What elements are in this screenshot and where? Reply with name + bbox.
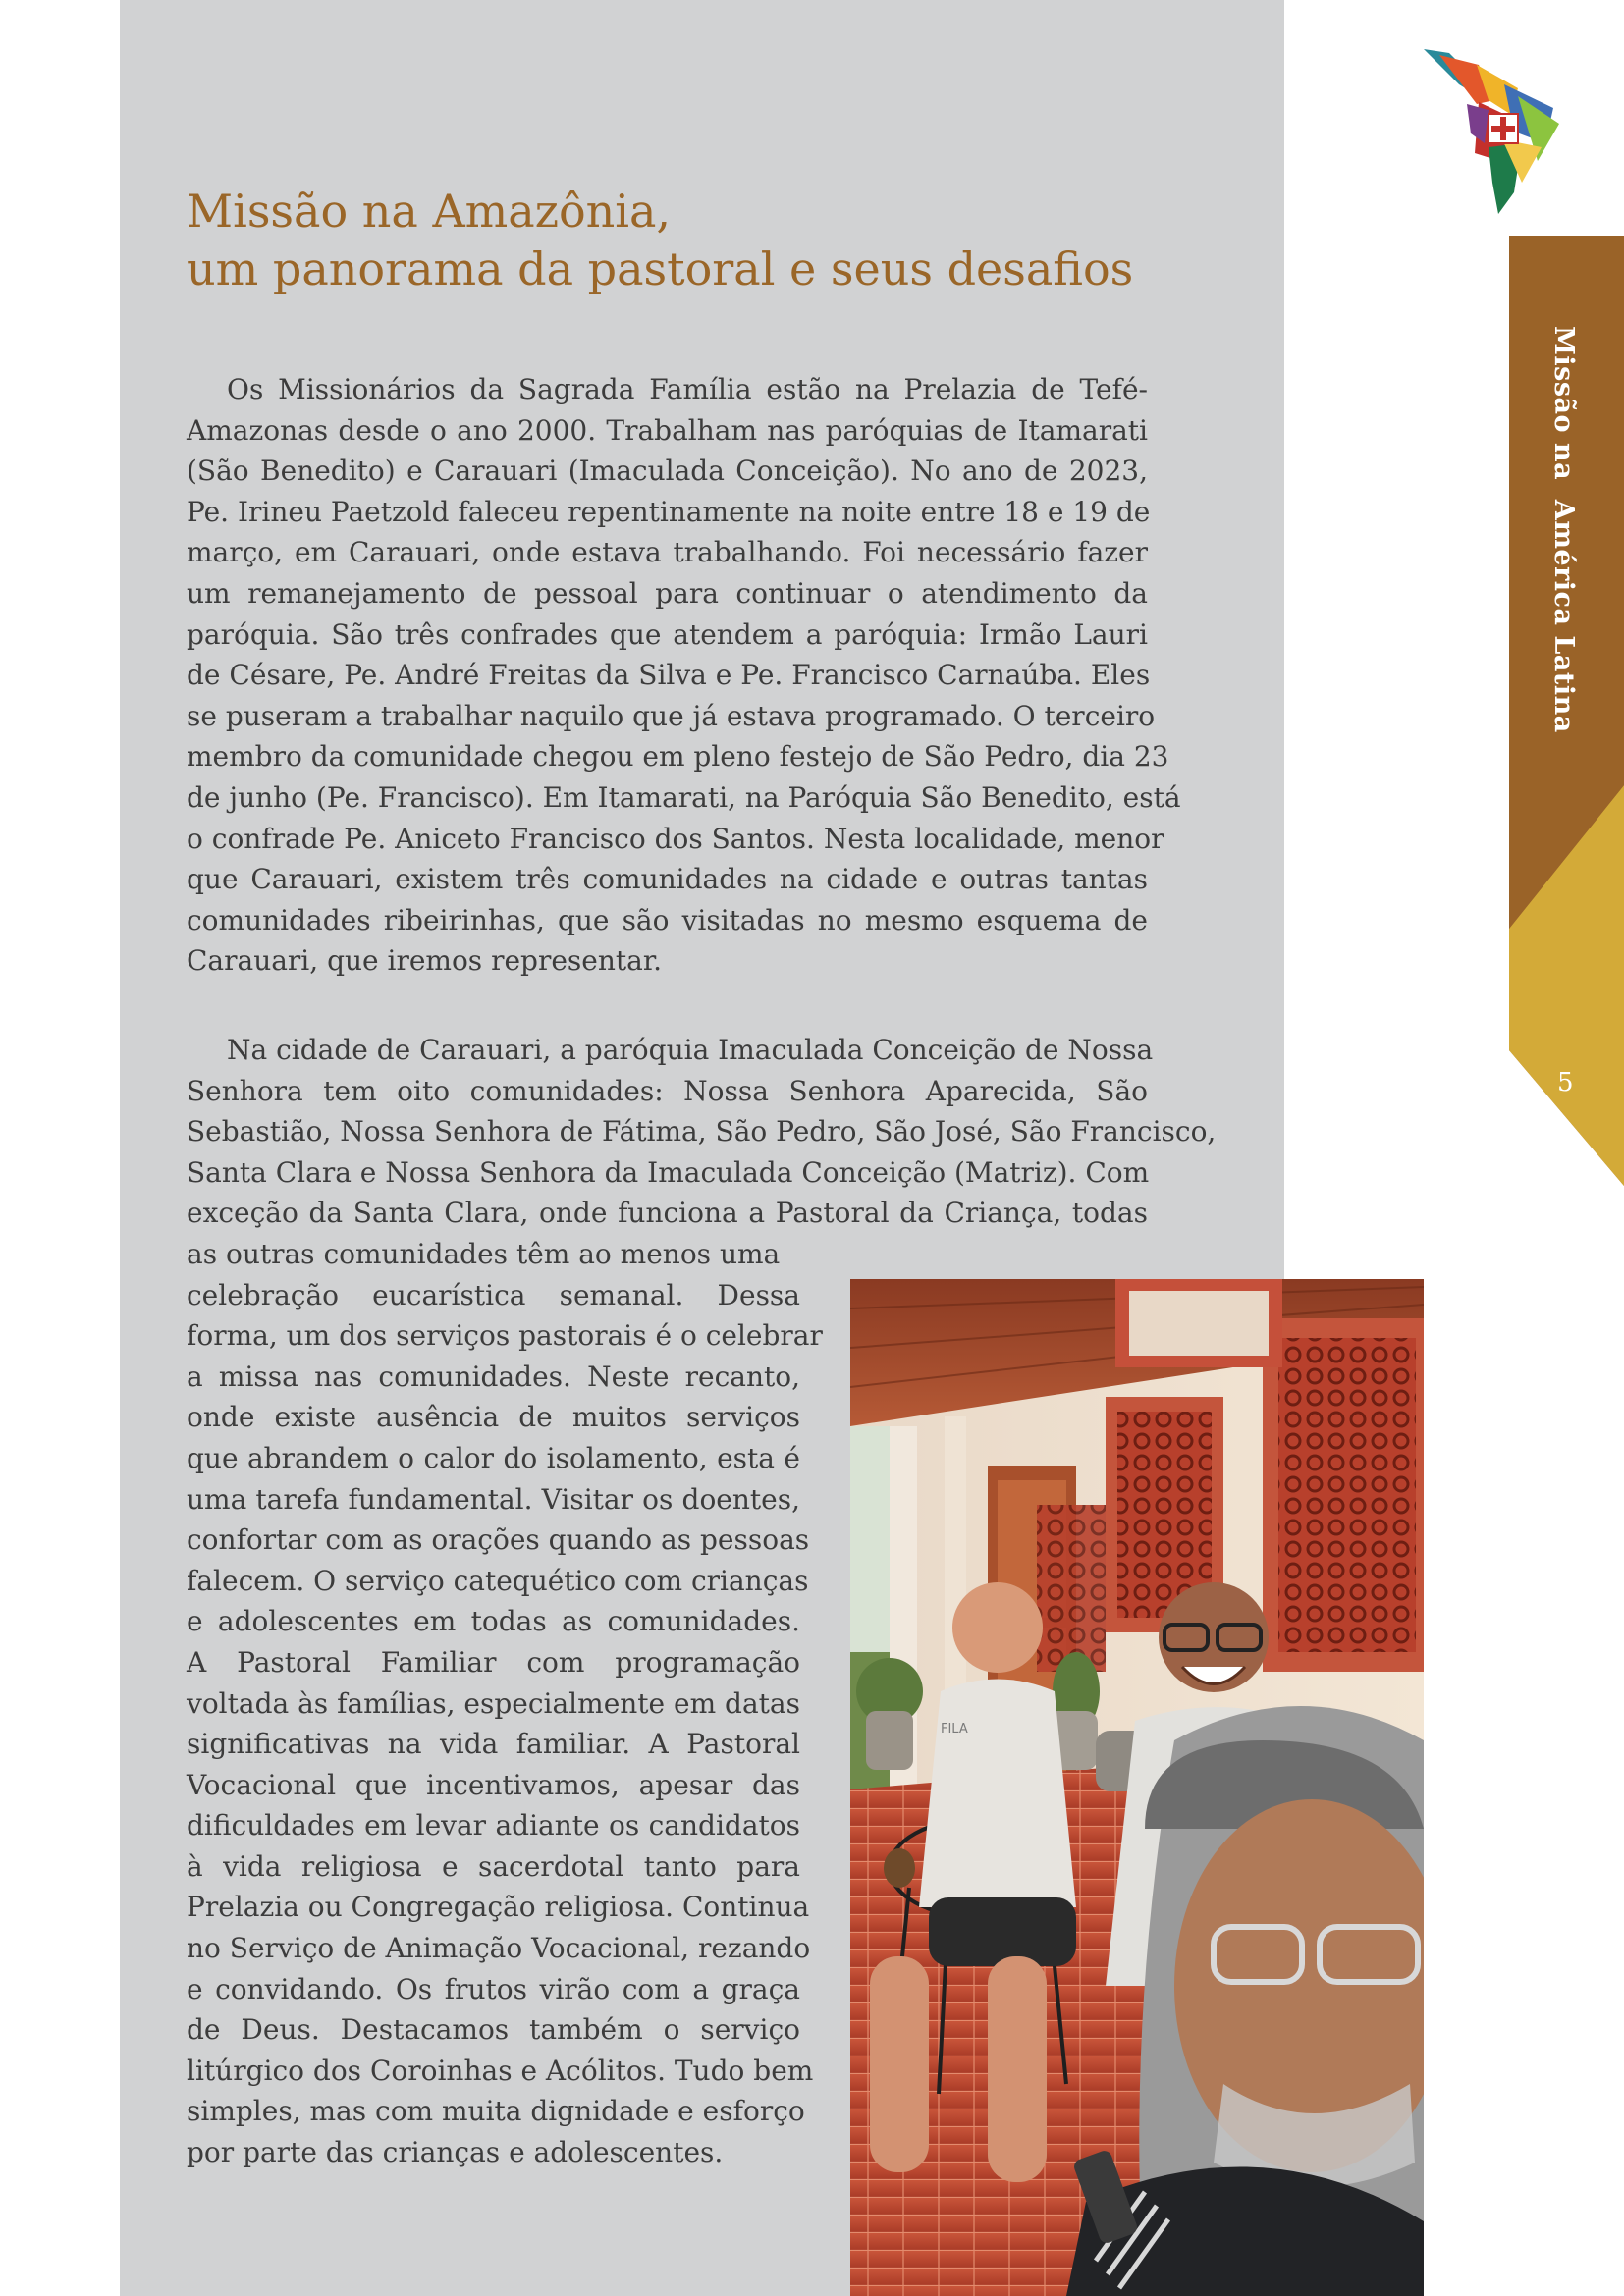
text-line: Carauari, que iremos representar.	[187, 944, 663, 978]
article-title	[187, 183, 1218, 298]
text-line: voltada às famílias, especialmente em datas	[187, 1686, 800, 1720]
shirt-logo-text: FILA	[941, 1722, 968, 1736]
text-line: de Deus. Destacamos também o serviço	[187, 2013, 800, 2047]
text-line: a missa nas comunidades. Neste recanto,	[187, 1360, 800, 1393]
paragraph-1	[187, 369, 1181, 982]
text-line: uma tarefa fundamental. Visitar os doentes,	[187, 1482, 800, 1516]
photo-priests-veranda	[850, 1279, 1424, 2296]
text-line: (São Benedito) e Carauari (Imaculada Conceição). No ano de 2023,	[187, 454, 1148, 488]
text-line: um remanejamento de pessoal para continuar o atendimento da	[187, 576, 1148, 610]
text-line: litúrgico dos Coroinhas e Acólitos. Tudo bem	[187, 2054, 814, 2087]
title-line: um panorama da pastoral e seus desafios	[187, 242, 1134, 295]
text-line: se puseram a trabalhar naquilo que já estava programado. O terceiro	[187, 699, 1156, 732]
text-line: Sebastião, Nossa Senhora de Fátima, São Pedro, São José, São Francisco,	[187, 1115, 1217, 1148]
text-line: significativas na vida familiar. A Pastoral	[187, 1728, 800, 1761]
text-line: dificuldades em levar adiante os candidatos	[187, 1809, 800, 1842]
section-tab-label: Missão na América Latina	[1548, 326, 1579, 733]
text-line: A Pastoral Familiar com programação	[187, 1645, 800, 1679]
text-line: de junho (Pe. Francisco). Em Itamarati, na Paróquia São Benedito, está	[187, 780, 1181, 814]
text-line: por parte das crianças e adolescentes.	[187, 2136, 724, 2169]
text-line: onde existe ausência de muitos serviços	[187, 1401, 800, 1434]
text-line: Vocacional que incentivamos, apesar das	[187, 1768, 800, 1801]
text-line: comunidades ribeirinhas, que são visitadas no mesmo esquema de	[187, 903, 1148, 936]
text-line: o confrade Pe. Aniceto Francisco dos Santos. Nesta localidade, menor	[187, 822, 1164, 855]
text-line: exceção da Santa Clara, onde funciona a Pastoral da Criança, todas	[187, 1197, 1148, 1230]
text-line: as outras comunidades têm ao menos uma	[187, 1237, 781, 1270]
text-line: Pe. Irineu Paetzold faleceu repentinamente na noite entre 18 e 19 de	[187, 495, 1151, 528]
text-line: forma, um dos serviços pastorais é o celebrar	[187, 1319, 823, 1353]
text-line: confortar com as orações quando as pessoas	[187, 1523, 810, 1557]
text-line: à vida religiosa e sacerdotal tanto para	[187, 1849, 800, 1883]
page-number: 5	[1557, 1068, 1574, 1097]
text-line: falecem. O serviço catequético com crianças	[187, 1564, 809, 1597]
text-line: Senhora tem oito comunidades: Nossa Senhora Aparecida, São	[187, 1074, 1148, 1107]
text-line: que Carauari, existem três comunidades na cidade e outras tantas	[187, 863, 1148, 896]
text-line: simples, mas com muita dignidade e esforço	[187, 2095, 805, 2128]
text-line: que abrandem o calor do isolamento, esta é	[187, 1441, 800, 1474]
text-line: Os Missionários da Sagrada Família estão na Prelazia de Tefé-	[227, 373, 1148, 405]
text-line: paróquia. São três confrades que atendem a paróquia: Irmão Lauri	[187, 617, 1148, 651]
text-line: Santa Clara e Nossa Senhora da Imaculada Conceição (Matriz). Com	[187, 1155, 1150, 1189]
text-line: membro da comunidade chegou em pleno festejo de São Pedro, dia 23	[187, 740, 1169, 774]
text-line: de Césare, Pe. André Freitas da Silva e Pe. Francisco Carnaúba. Eles	[187, 659, 1151, 692]
text-line: celebração eucarística semanal. Dessa	[187, 1278, 800, 1311]
text-line: e adolescentes em todas as comunidades.	[187, 1605, 800, 1638]
text-line: março, em Carauari, onde estava trabalhando. Foi necessário fazer	[187, 536, 1148, 569]
latin-america-mission-logo	[1420, 45, 1562, 217]
text-line: Na cidade de Carauari, a paróquia Imaculada Conceição de Nossa	[227, 1034, 1154, 1066]
title-line: Missão na Amazônia,	[187, 185, 672, 238]
text-line: e convidando. Os frutos virão com a graça	[187, 1972, 800, 2005]
text-line: Amazonas desde o ano 2000. Trabalham nas paróquias de Itamarati	[187, 413, 1148, 447]
text-line: Prelazia ou Congregação religiosa. Continua	[187, 1891, 810, 1924]
text-line: no Serviço de Animação Vocacional, rezando	[187, 1932, 811, 1965]
